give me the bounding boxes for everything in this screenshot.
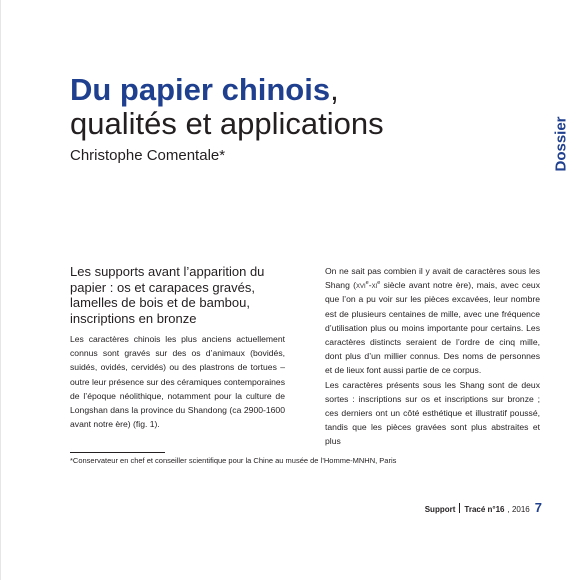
century-start: xvi	[355, 280, 366, 291]
p1-text-before: On ne sait pas combien il y avait de caractères sous les Shang (	[325, 266, 540, 291]
title-bold: Du papier chinois	[70, 72, 331, 107]
century-end: xi	[371, 280, 378, 291]
footnote-rule	[70, 452, 165, 453]
century-end-sup: e	[377, 280, 381, 287]
folio-divider	[459, 503, 460, 513]
left-text-column	[70, 332, 285, 431]
section-subheading: Les supports avant l’apparition du papier : os et carapaces gravés, lamelles de bois et de bambou, inscriptions en bronze	[70, 264, 265, 326]
century-start-sup: e	[365, 280, 369, 287]
right-paragraph-2: Les caractères présents sous les Shang sont de deux sortes : inscriptions sur os et inscriptions sur bronze ; ces derniers ont un côté esthétique et illustratif poussé, tandis que les pièces gravées sont plus abstraites et plus	[325, 379, 540, 447]
footnote: *Conservateur en chef et conseiller scientifique pour la Chine au musée de l’Homme-MNHN, Paris	[70, 456, 397, 465]
folio-section: Support	[424, 505, 456, 514]
title-line-1	[70, 73, 384, 107]
article-author: Christophe Comentale*	[70, 147, 226, 164]
folio-year: , 2016	[507, 505, 530, 514]
title-comma: ,	[330, 72, 339, 107]
title-line-2: qualités et applications	[70, 106, 384, 141]
page-number: 7	[534, 500, 542, 515]
article-title	[70, 73, 384, 141]
century-dash: -	[368, 280, 372, 291]
p1-text-after: siècle avant notre ère), mais, avec ceux que l’on a pu voir sur les pièces excavées, leur nombre est de plusieurs centaines de mille, avec une fréquence d’utilisation plus ou moins importante pour certains. Les caractères distincts seraient de l’ordre de cinq mille, dont plus d’un millier connus. Des noms de personnes et de lieux font aussi partie de ce corpus.	[325, 280, 540, 376]
section-tab	[550, 104, 572, 184]
left-paragraph: Les caractères chinois les plus anciens actuellement connus sont gravés sur des os d’animaux (bovidés, suidés, ovidés, cervidés) ou des plastrons de tortues – outre leur présence sur des céramiques contemporaines de l’époque néolithique, notamment pour la culture de Longshan dans la province du Shandong (ca 2900-1600 avant notre ère) (fig. 1).	[70, 334, 285, 430]
folio-journal: Tracé n°16	[464, 505, 505, 514]
right-paragraph-1	[325, 264, 540, 378]
section-tab-label: Dossier	[552, 116, 570, 172]
page-folio	[425, 500, 542, 515]
right-text-column	[325, 264, 540, 449]
page-edge-line	[0, 0, 1, 580]
